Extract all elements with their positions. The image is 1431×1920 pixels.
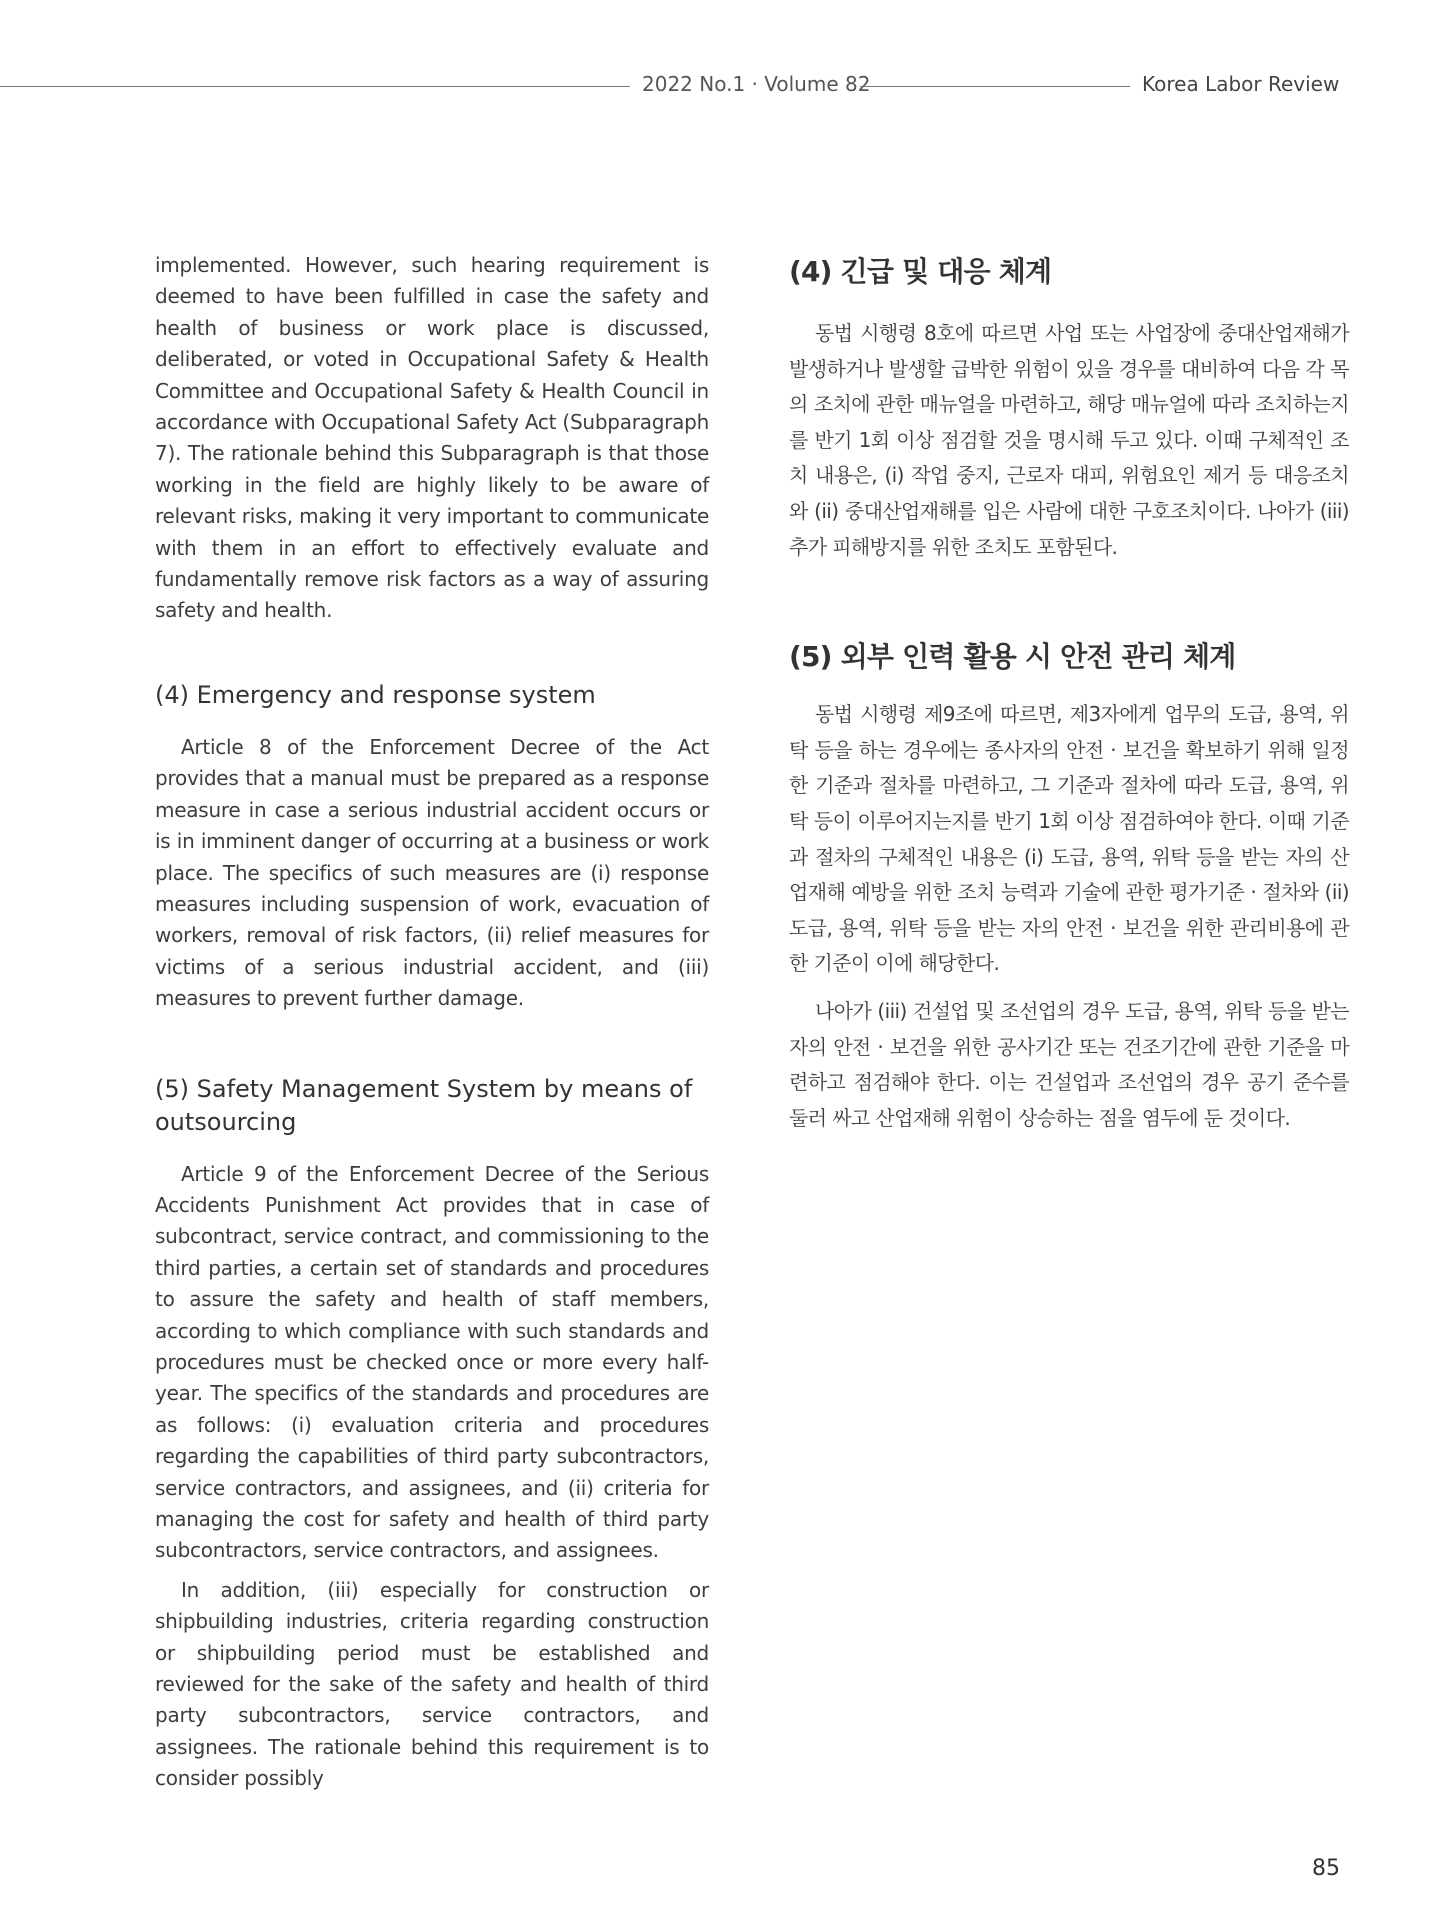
paragraph-outsourcing-ko-1: 동법 시행령 제9조에 따르면, 제3자에게 업무의 도급, 용역, 위탁 등을 하는 경우에는 종사자의 안전 · 보건을 확보하기 위해 일정한 기준과 절차를 마련하고, 그 기준과 절차에 따라 도급, 용역, 위탁 등이 이루어지는지를 반기 1회 이상 점검하여야 한다. 이때 기준과 절차의 구체적인 내용은 (i) 도급, 용역, 위탁 등을 받는 자의 산업재해 예방을 위한 조치 능력과 기술에 관한 평가기준 · 절차와 (ii) 도급, 용역, 위탁 등을 받는 자의 안전 · 보건을 위한 관리비용에 관한 기준이 이에 해당한다.: [789, 702, 1349, 976]
paragraph-outsourcing-ko-2: 나아가 (iii) 건설업 및 조선업의 경우 도급, 용역, 위탁 등을 받는 자의 안전 · 보건을 위한 공사기간 또는 건조기간에 관한 기준을 마련하고 점검해야 한다. 이는 건설업과 조선업의 경우 공기 준수를 둘러 싸고 산업재해 위험이 상승하는 점을 염두에 둔 것이다.: [789, 998, 1349, 1130]
header-rule-middle: [860, 86, 1130, 87]
paragraph-outsourcing-en-2: In addition, (iii) especially for construction or shipbuilding industries, criteria regarding construction or shipbuilding period must be established and reviewed for the sake of the safety and health of third party subcontractors, service contractors, and assignees. The rationale behind this requirement is to consider possibly: [155, 1577, 709, 1791]
korean-column: [789, 254, 1349, 1136]
heading-outsourcing-ko: (5) 외부 인력 활용 시 안전 관리 체계: [789, 640, 1236, 674]
paragraph-emergency-en: Article 8 of the Enforcement Decree of the Act provides that a manual must be prepared as a response measure in case a serious industrial accident occurs or is in imminent danger of occurring at a business or work place. The specifics of such measures are (i) response measures including suspension of work, evacuation of workers, removal of risk factors, (ii) relief measures for victims of a serious industrial accident, and (iii) measures to prevent further damage.: [155, 734, 709, 1011]
paragraph-emergency-ko: 동법 시행령 8호에 따르면 사업 또는 사업장에 중대산업재해가 발생하거나 발생할 급박한 위험이 있을 경우를 대비하여 다음 각 목의 조치에 관한 매뉴얼을 마련하고, 해당 매뉴얼에 따라 조치하는지를 반기 1회 이상 점검할 것을 명시해 두고 있다. 이때 구체적인 조치 내용은, (i) 작업 중지, 근로자 대피, 위험요인 제거 등 대응조치와 (ii) 중대산업재해를 입은 사람에 대한 구호조치이다. 나아가 (iii) 추가 피해방지를 위한 조치도 포함된다.: [789, 321, 1349, 559]
page-header: [0, 72, 1431, 102]
paragraph-outsourcing-en-1: Article 9 of the Enforcement Decree of the Serious Accidents Punishment Act provides that in case of subcontract, service contract, and commissioning to the third parties, a certain set of standards and procedures to assure the safety and health of staff members, according to which compliance with such standards and procedures must be checked once or more every half-year. The specifics of the standards and procedures are as follows: (i) evaluation criteria and procedures regarding the capabilities of third party subcontractors, service contractors, and assignees, and (ii) criteria for managing the cost for safety and health of third party subcontractors, service contractors, and assignees.: [155, 1161, 709, 1563]
heading-emergency-en: (4) Emergency and response system: [155, 680, 596, 709]
header-rule-left: [0, 86, 630, 87]
heading-outsourcing-en: (5) Safety Management System by means of outsourcing: [155, 1074, 693, 1136]
heading-emergency-ko: (4) 긴급 및 대응 체계: [789, 255, 1052, 288]
issue-label: 2022 No.1 · Volume 82: [642, 72, 871, 96]
paragraph-intro-en: implemented. However, such hearing requirement is deemed to have been fulfilled in case the safety and health of business or work place is discussed, deliberated, or voted in Occupational Safety & Health Committee and Occupational Safety & Health Council in accordance with Occupational Safety Act (Subparagraph 7). The rationale behind this Subparagraph is that those working in the field are highly likely to be aware of relevant risks, making it very important to communicate with them in an effort to effectively evaluate and fundamentally remove risk factors as a way of assuring safety and health.: [155, 253, 709, 623]
english-column: [155, 254, 709, 1795]
journal-title: Korea Labor Review: [1142, 72, 1340, 96]
page-number: 85: [1312, 1856, 1340, 1881]
